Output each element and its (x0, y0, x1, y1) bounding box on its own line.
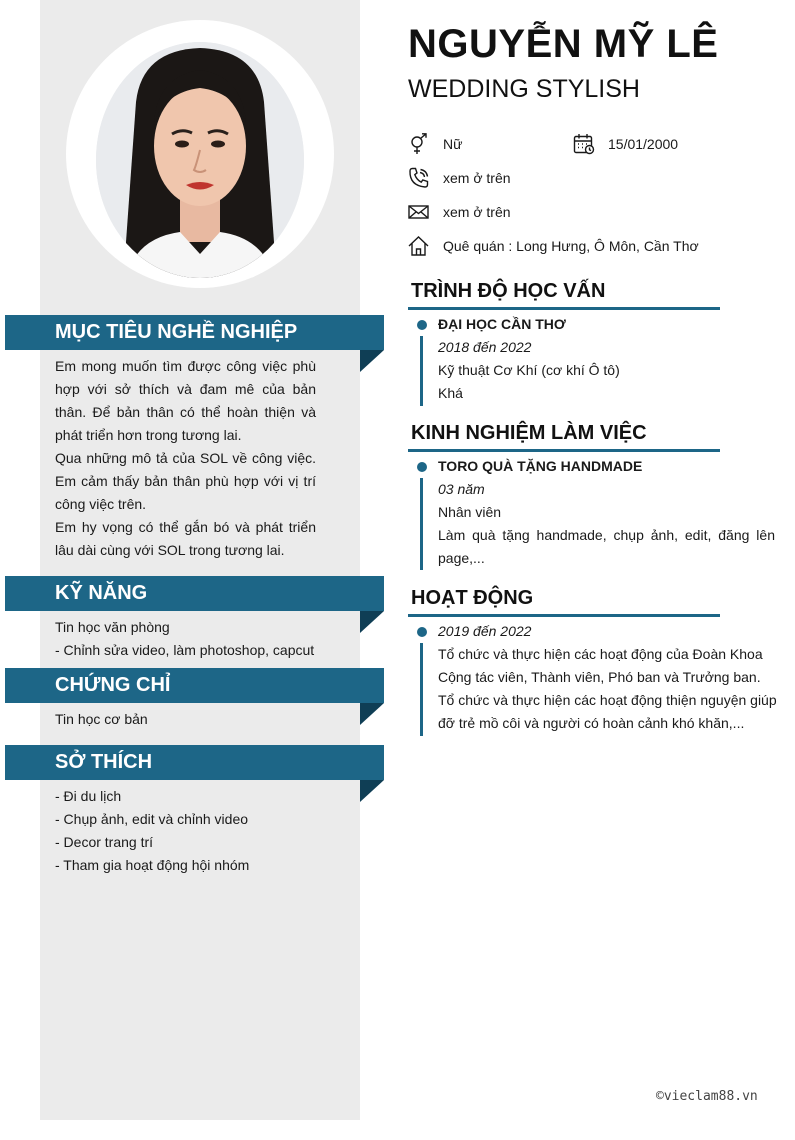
candidate-name: NGUYỄN MỸ LÊ (408, 22, 719, 66)
birthdate-row (573, 133, 723, 155)
phone-icon (408, 167, 430, 189)
activities-period: 2019 đến 2022 (438, 623, 532, 639)
experience-duration: 03 năm (438, 481, 485, 497)
candidate-title: WEDDING STYLISH (408, 75, 640, 103)
experience-heading: KINH NGHIỆM LÀM VIỆC (411, 422, 647, 444)
hobbies-heading-fold (360, 780, 384, 802)
address-row (408, 235, 788, 257)
hobby-item: - Đi du lịch (55, 788, 122, 804)
objective-paragraph: Qua những mô tả của SOL về công việc. Em cảm thấy bản thân phù hợp với vị trí công việc trên. (55, 450, 316, 512)
phone-text: xem ở trên (443, 170, 511, 186)
activities-line: Cộng tác viên, Thành viên, Phó ban và Trưởng ban. (438, 669, 761, 685)
objective-heading: MỤC TIÊU NGHỀ NGHIỆP (5, 315, 384, 350)
certificates-list (55, 708, 316, 731)
education-entry (438, 313, 778, 405)
activities-timeline-line (420, 643, 423, 736)
home-icon (408, 235, 430, 257)
activities-line: Tổ chức và thực hiện các hoạt động của Đoàn Khoa (438, 646, 763, 662)
activities-entry (438, 620, 778, 735)
activities-heading-underline (408, 614, 720, 617)
education-school: ĐẠI HỌC CẦN THƠ (438, 316, 566, 332)
objective-text (55, 355, 316, 562)
hobbies-heading: SỞ THÍCH (5, 745, 384, 780)
certificates-heading-fold (360, 703, 384, 725)
watermark: ©vieclam88.vn (656, 1089, 758, 1104)
gender-icon (408, 133, 430, 155)
certificate-item: Tin học cơ bản (55, 711, 148, 727)
experience-position: Nhân viên (438, 504, 502, 520)
education-heading: TRÌNH ĐỘ HỌC VẤN (411, 280, 606, 302)
address-text: Quê quán : Long Hưng, Ô Môn, Cần Thơ (443, 238, 699, 254)
experience-company: TORO QUÀ TẶNG HANDMADE (438, 458, 643, 474)
birthdate-text: 15/01/2000 (608, 136, 679, 152)
hobbies-list (55, 785, 316, 877)
experience-bullet (417, 462, 427, 472)
education-timeline-line (420, 336, 423, 406)
hobby-item: - Decor trang trí (55, 834, 154, 850)
skills-heading-fold (360, 611, 384, 633)
education-bullet (417, 320, 427, 330)
avatar (96, 42, 304, 278)
education-period: 2018 đến 2022 (438, 339, 532, 355)
education-grade: Khá (438, 385, 463, 401)
activities-line: Tổ chức và thực hiện các hoạt động thiện nguyện giúp đỡ trẻ mồ côi và người có hoàn cảnh khó khăn,... (438, 692, 777, 731)
experience-heading-underline (408, 449, 720, 452)
education-major: Kỹ thuật Cơ Khí (cơ khí Ô tô) (438, 362, 620, 378)
objective-heading-fold (360, 350, 384, 372)
objective-paragraph: Em mong muốn tìm được công việc phù hợp với sở thích và đam mê của bản thân. Để bản thân có thể hoàn thiện và phát triển hơn trong tương lai. (55, 358, 316, 443)
calendar-icon (573, 133, 595, 155)
experience-entry (438, 455, 775, 570)
hobby-item: - Chụp ảnh, edit và chỉnh video (55, 811, 249, 827)
skill-item: Tin học văn phòng (55, 619, 170, 635)
activities-heading: HOẠT ĐỘNG (411, 587, 534, 609)
gender-text: Nữ (443, 136, 463, 152)
skills-heading: KỸ NĂNG (5, 576, 384, 611)
phone-row (408, 167, 708, 189)
skill-item: - Chỉnh sửa video, làm photoshop, capcut (55, 642, 315, 658)
hobby-item: - Tham gia hoạt động hội nhóm (55, 857, 250, 873)
skills-list (55, 616, 345, 662)
avatar-frame (66, 20, 334, 288)
experience-description: Làm quà tặng handmade, chụp ảnh, edit, đăng lên page,... (438, 527, 775, 566)
education-heading-underline (408, 307, 720, 310)
email-text: xem ở trên (443, 204, 511, 220)
objective-paragraph: Em hy vọng có thể gắn bó và phát triển lâu dài cùng với SOL trong tương lai. (55, 519, 316, 558)
activities-bullet (417, 627, 427, 637)
certificates-heading: CHỨNG CHỈ (5, 668, 384, 703)
experience-timeline-line (420, 478, 423, 570)
envelope-icon (408, 201, 430, 223)
email-row (408, 201, 708, 223)
gender-row (408, 133, 558, 155)
